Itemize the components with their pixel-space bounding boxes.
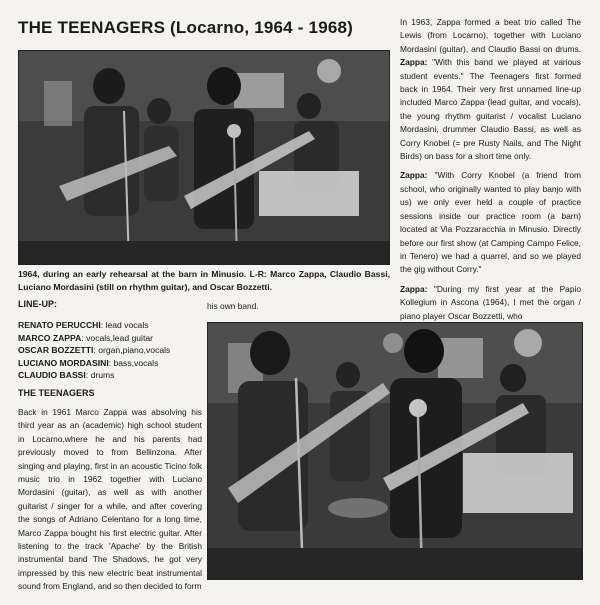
history-paragraph: Back in 1961 Marco Zappa was absolving his third year as an (academic) high school student in Locarno,where he and his parents had previously moved to from Bellinzona. After singing and playing, first in an acoustic Ticino folk music trio in 1962 together with Luciano Mordasini (guitar), as well as with another guitarist / singer for a while, and after covering the songs of Adriano Celentano for a long time, Marco Zappa bought his first electric guitar. After listening to the track 'Apache' by the British instrumental band The Shadows, he got very impressed by this new electric beat instrumental sound from England, and so then decided to form: [18, 407, 202, 592]
lineup-item: [18, 369, 203, 382]
photo-caption: 1964, during an early rehearsal at the barn in Minusio. L-R: Marco Zappa, Claudio Bassi, Luciano Mordasini (still on rhythm guitar), and Oscar Bozzetti.: [18, 269, 390, 292]
right-paragraph-2: [400, 169, 581, 276]
lineup-list: [18, 319, 203, 382]
history-paragraph-tail: his own band.: [207, 301, 259, 311]
member-name: CLAUDIO BASSI: [18, 370, 86, 381]
lineup-item: [18, 357, 203, 370]
lineup-heading: LINE-UP:: [18, 299, 57, 309]
right-paragraph-3: [400, 283, 581, 323]
speaker-label: Zappa:: [400, 57, 428, 68]
member-role: : lead vocals: [100, 320, 149, 330]
speaker-label: Zappa:: [400, 283, 428, 294]
member-role: : vocals,lead guitar: [81, 332, 153, 343]
member-name: RENATO PERUCCHI: [18, 320, 101, 330]
member-role: : drums: [85, 370, 115, 381]
paragraph-text: In 1963, Zappa formed a beat trio called The Lewis (from Locarno), together with Luciano Mordasini (guitar), and Claudio Bassi on drums.: [400, 17, 581, 54]
quote-text: "With this band we played at various student events." The Teenagers first formed back in 1964. Their very first unnamed line-up included Marco Zappa (lead guitar, and vocals), the young rhythm guitarist / vocalist Luciano Mordasini, drummer Claudio Bassi, as well as Corry Knobel (= pre Rusty Nails, and The Night Birds) on bass for a short time only.: [400, 57, 581, 162]
right-column-text: [400, 16, 581, 329]
rehearsal-photo-bottom: [207, 322, 583, 580]
right-paragraph-1: [400, 16, 581, 163]
member-role: : bass,vocals: [108, 357, 159, 368]
section-heading: THE TEENAGERS: [18, 388, 95, 398]
page-title: THE TEENAGERS (Locarno, 1964 - 1968): [18, 18, 354, 37]
member-name: LUCIANO MORDASINI: [18, 357, 109, 368]
member-name: MARCO ZAPPA: [18, 332, 82, 343]
lineup-item: [18, 319, 203, 332]
lineup-item: [18, 344, 203, 357]
quote-text: "With Corry Knobel (a friend from school, who originally wanted to play banjo with us) we only ever held a couple of practice sessions inside our practice room (a barn) located at Via Pozzaracchia in Minusio. Directly before our first show (at Camping Campo Felice, in Tenero) we had a quarrel, and so we played the gig without Corry.": [400, 170, 582, 275]
rehearsal-photo-top: [18, 50, 390, 265]
member-name: OSCAR BOZZETTI: [18, 345, 94, 356]
quote-text: "During my first year at the Papio Kollegium in Ascona (1964), I met the organ / piano player Oscar Bozzetti, who: [400, 283, 581, 321]
member-role: : organ,piano,vocals: [93, 345, 171, 356]
lineup-item: [18, 332, 203, 345]
speaker-label: Zappa:: [400, 170, 428, 181]
